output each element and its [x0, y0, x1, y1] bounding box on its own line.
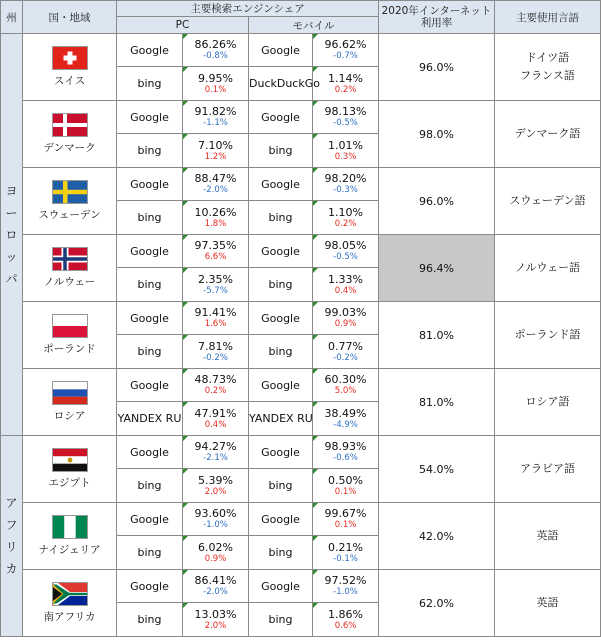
pc-share-change: -1.0% [203, 520, 228, 530]
pc-share-value: 86.41% [194, 574, 237, 587]
pc-share-cell [183, 503, 249, 536]
pc-engine-name: YANDEX RU [117, 402, 183, 436]
pc-share-change: 0.4% [204, 419, 227, 430]
pc-share-value: 9.95% [198, 71, 233, 85]
mobile-engine-name: bing [249, 268, 313, 302]
pc-share-change: 1.8% [204, 218, 227, 229]
mb-share-cell [313, 503, 379, 536]
internet-rate-cell: 96.4% [379, 235, 495, 302]
mb-share-cell [313, 201, 379, 235]
mobile-engine-name: Google [249, 369, 313, 402]
pc-engine-name: Google [117, 101, 183, 134]
pc-share-cell [183, 436, 249, 469]
mb-share-cell [313, 302, 379, 335]
country-name: スウェーデン [38, 209, 101, 221]
table-row [1, 436, 601, 469]
pc-share-cell [183, 235, 249, 268]
mb-share-change: -0.5% [333, 252, 358, 262]
mb-share-value: 0.21% [328, 540, 363, 554]
language-cell [495, 101, 601, 168]
cell-marker [183, 369, 188, 374]
cell-marker [183, 469, 188, 474]
language-cell [495, 570, 601, 637]
internet-rate-cell: 54.0% [379, 436, 495, 503]
mb-share-value: 0.77% [328, 339, 363, 353]
header-region: 州 [1, 1, 23, 34]
mb-share-cell [313, 369, 379, 402]
pc-share-change: 0.1% [204, 84, 227, 95]
pc-share-value: 5.39% [198, 473, 233, 487]
header-country: 国・地域 [23, 1, 117, 34]
mb-share-value: 98.93% [324, 440, 367, 453]
table-row [1, 168, 601, 201]
cell-marker [313, 235, 318, 240]
internet-rate-cell: 81.0% [379, 369, 495, 436]
pc-share-cell [183, 302, 249, 335]
country-cell [23, 34, 117, 101]
pc-share-cell [183, 101, 249, 134]
country-cell [23, 302, 117, 369]
flag-south-africa-icon [52, 582, 88, 606]
mb-share-value: 98.05% [324, 239, 367, 252]
language-cell [495, 369, 601, 436]
mb-share-change: 0.1% [334, 520, 357, 530]
language-name: ポーランド語 [514, 328, 581, 341]
language-cell [495, 436, 601, 503]
pc-engine-name: Google [117, 168, 183, 201]
mb-share-value: 1.14% [328, 71, 363, 85]
mb-share-cell [313, 67, 379, 101]
mb-share-value: 1.33% [328, 272, 363, 286]
language-name: ロシア語 [525, 395, 570, 408]
cell-marker [313, 369, 318, 374]
country-name: エジプト [48, 477, 91, 489]
cell-marker [183, 268, 188, 273]
cell-marker [313, 67, 318, 72]
pc-engine-name: bing [117, 603, 183, 637]
table-row [1, 34, 601, 67]
region-africa [1, 436, 23, 637]
cell-marker [183, 603, 188, 608]
pc-share-change: -1.1% [203, 118, 228, 128]
cell-marker [183, 570, 188, 575]
mobile-engine-name: DuckDuckGo [249, 67, 313, 101]
mb-share-value: 98.20% [324, 172, 367, 185]
mb-share-change: 0.3% [334, 151, 357, 162]
cell-marker [183, 67, 188, 72]
mobile-engine-name: bing [249, 603, 313, 637]
cell-marker [313, 134, 318, 139]
country-name: ポーランド [43, 343, 96, 355]
header-pc: PC [117, 17, 249, 34]
pc-engine-name: bing [117, 469, 183, 503]
cell-marker [313, 536, 318, 541]
language-cell [495, 34, 601, 101]
flag-denmark-icon [52, 113, 88, 137]
pc-engine-name: bing [117, 201, 183, 235]
country-name: ロシア [53, 410, 86, 422]
flag-poland-icon [52, 314, 88, 338]
pc-share-change: -0.8% [203, 51, 228, 61]
language-name: アラビア語 [520, 462, 576, 475]
cell-marker [313, 436, 318, 441]
header-internet-rate-line1: 2020年インターネット [381, 5, 492, 17]
pc-engine-name: bing [117, 335, 183, 369]
cell-marker [313, 201, 318, 206]
flag-egypt-icon [52, 448, 88, 472]
cell-marker [313, 603, 318, 608]
pc-engine-name: Google [117, 436, 183, 469]
pc-share-change: -2.0% [203, 185, 228, 195]
mb-share-cell [313, 34, 379, 67]
mb-share-value: 98.13% [324, 105, 367, 118]
pc-engine-name: Google [117, 369, 183, 402]
pc-share-value: 47.91% [194, 406, 237, 420]
mobile-engine-name: Google [249, 235, 313, 268]
pc-share-cell [183, 335, 249, 369]
table-row [1, 369, 601, 402]
table-row [1, 302, 601, 335]
pc-share-cell [183, 134, 249, 168]
pc-engine-name: Google [117, 34, 183, 67]
language-name: ドイツ語 [525, 51, 570, 64]
header-engine-share: 主要検索エンジンシェア [117, 1, 379, 17]
pc-share-value: 91.82% [194, 105, 237, 118]
cell-marker [313, 34, 318, 39]
pc-share-value: 6.02% [198, 540, 233, 554]
pc-share-value: 93.60% [194, 507, 237, 520]
mb-share-change: -0.6% [333, 453, 358, 463]
pc-share-value: 2.35% [198, 272, 233, 286]
mobile-engine-name: Google [249, 570, 313, 603]
mb-share-value: 1.10% [328, 205, 363, 219]
country-cell [23, 168, 117, 235]
pc-share-change: 1.6% [204, 319, 227, 329]
pc-engine-name: bing [117, 67, 183, 101]
country-name: スイス [53, 75, 86, 87]
flag-nigeria-icon [52, 515, 88, 539]
country-cell [23, 235, 117, 302]
pc-share-value: 86.26% [194, 38, 237, 51]
cell-marker [183, 235, 188, 240]
language-cell [495, 302, 601, 369]
country-cell [23, 570, 117, 637]
mobile-engine-name: bing [249, 335, 313, 369]
cell-marker [183, 34, 188, 39]
pc-share-value: 94.27% [194, 440, 237, 453]
pc-share-change: 2.0% [204, 620, 227, 631]
cell-marker [183, 436, 188, 441]
mb-share-value: 1.01% [328, 138, 363, 152]
mb-share-cell [313, 335, 379, 369]
country-cell [23, 369, 117, 436]
pc-share-cell [183, 268, 249, 302]
table-row [1, 235, 601, 268]
pc-share-change: 1.2% [204, 151, 227, 162]
pc-share-change: -5.7% [203, 285, 228, 296]
pc-share-cell [183, 369, 249, 402]
table-row [1, 101, 601, 134]
pc-share-change: -2.1% [203, 453, 228, 463]
mb-share-change: -0.1% [333, 553, 358, 564]
cell-marker [183, 503, 188, 508]
pc-engine-name: Google [117, 570, 183, 603]
cell-marker [313, 335, 318, 340]
cell-marker [313, 268, 318, 273]
cell-marker [313, 101, 318, 106]
mb-share-cell [313, 402, 379, 436]
mobile-engine-name: bing [249, 201, 313, 235]
language-name: 英語 [536, 529, 559, 542]
mb-share-cell [313, 536, 379, 570]
country-name: 南アフリカ [43, 611, 96, 623]
mb-share-change: 0.4% [334, 285, 357, 296]
flag-norway-icon [52, 247, 88, 271]
mb-share-cell [313, 134, 379, 168]
cell-marker [313, 302, 318, 307]
pc-share-value: 7.81% [198, 339, 233, 353]
cell-marker [183, 168, 188, 173]
pc-share-cell [183, 402, 249, 436]
mb-share-cell [313, 436, 379, 469]
mb-share-change: -4.9% [333, 419, 358, 430]
country-name: デンマーク [43, 142, 96, 154]
mb-share-change: -0.7% [333, 51, 358, 61]
mb-share-value: 96.62% [324, 38, 367, 51]
pc-engine-name: bing [117, 268, 183, 302]
mb-share-value: 99.67% [324, 507, 367, 520]
mb-share-change: 0.9% [334, 319, 357, 329]
pc-share-change: 6.6% [204, 252, 227, 262]
language-name: ノルウェー語 [514, 261, 581, 274]
country-cell [23, 101, 117, 168]
flag-sweden-icon [52, 180, 88, 204]
pc-share-value: 97.35% [194, 239, 237, 252]
region-europe [1, 34, 23, 436]
mb-share-cell [313, 570, 379, 603]
pc-share-cell [183, 603, 249, 637]
mb-share-value: 1.86% [328, 607, 363, 621]
mobile-engine-name: Google [249, 302, 313, 335]
mb-share-change: -0.5% [333, 118, 358, 128]
mb-share-change: 0.1% [334, 486, 357, 497]
pc-share-change: 0.2% [204, 386, 227, 396]
cell-marker [313, 469, 318, 474]
mb-share-change: 0.2% [334, 84, 357, 95]
mb-share-cell [313, 168, 379, 201]
country-cell [23, 436, 117, 503]
cell-marker [183, 302, 188, 307]
mb-share-cell [313, 268, 379, 302]
mb-share-change: -0.2% [333, 352, 358, 363]
cell-marker [313, 168, 318, 173]
pc-share-value: 13.03% [194, 607, 237, 621]
language-name: 英語 [536, 596, 559, 609]
cell-marker [183, 134, 188, 139]
pc-share-value: 10.26% [194, 205, 237, 219]
pc-engine-name: bing [117, 134, 183, 168]
pc-share-change: -0.2% [203, 352, 228, 363]
internet-rate-cell: 96.0% [379, 168, 495, 235]
flag-russia-icon [52, 381, 88, 405]
mobile-engine-name: YANDEX RU [249, 402, 313, 436]
cell-marker [183, 101, 188, 106]
internet-rate-cell: 96.0% [379, 34, 495, 101]
region-africa-label: アフリカ [5, 496, 18, 576]
mb-share-cell [313, 469, 379, 503]
pc-share-value: 7.10% [198, 138, 233, 152]
country-name: ナイジェリア [38, 544, 101, 556]
cell-marker [183, 201, 188, 206]
mobile-engine-name: bing [249, 134, 313, 168]
header-language: 主要使用言語 [495, 1, 601, 34]
flag-switzerland-icon [52, 46, 88, 70]
cell-marker [313, 570, 318, 575]
mb-share-value: 60.30% [324, 373, 367, 386]
pc-share-value: 91.41% [194, 306, 237, 319]
pc-share-cell [183, 469, 249, 503]
pc-share-cell [183, 536, 249, 570]
mobile-engine-name: Google [249, 503, 313, 536]
internet-rate-cell: 62.0% [379, 570, 495, 637]
table-row [1, 503, 601, 536]
pc-share-cell [183, 67, 249, 101]
mb-share-value: 38.49% [324, 406, 367, 420]
region-europe-label: ヨーロッパ [5, 183, 18, 286]
internet-rate-cell: 81.0% [379, 302, 495, 369]
mb-share-change: -1.0% [333, 587, 358, 597]
pc-share-value: 88.47% [194, 172, 237, 185]
cell-marker [313, 503, 318, 508]
language-name: デンマーク語 [514, 127, 581, 140]
pc-share-cell [183, 570, 249, 603]
mobile-engine-name: Google [249, 436, 313, 469]
pc-engine-name: bing [117, 536, 183, 570]
mobile-engine-name: Google [249, 34, 313, 67]
table-row [1, 570, 601, 603]
language-cell [495, 235, 601, 302]
header-internet-rate [379, 1, 495, 34]
mb-share-cell [313, 235, 379, 268]
mb-share-value: 99.03% [324, 306, 367, 319]
internet-rate-cell: 42.0% [379, 503, 495, 570]
pc-share-cell [183, 34, 249, 67]
pc-share-value: 48.73% [194, 373, 237, 386]
mb-share-cell [313, 603, 379, 637]
header-internet-rate-line2: 利用率 [420, 17, 453, 29]
language-cell [495, 168, 601, 235]
mb-share-change: -0.3% [333, 185, 358, 195]
mb-share-value: 0.50% [328, 473, 363, 487]
mobile-engine-name: Google [249, 168, 313, 201]
cell-marker [183, 402, 188, 407]
mb-share-value: 97.52% [324, 574, 367, 587]
pc-share-change: -2.0% [203, 587, 228, 597]
mb-share-change: 0.2% [334, 218, 357, 229]
mb-share-change: 5.0% [334, 386, 357, 396]
table-body [1, 34, 601, 637]
mb-share-change: 0.6% [334, 620, 357, 631]
mobile-engine-name: bing [249, 469, 313, 503]
pc-share-change: 2.0% [204, 486, 227, 497]
mb-share-cell [313, 101, 379, 134]
pc-share-change: 0.9% [204, 553, 227, 564]
pc-engine-name: Google [117, 302, 183, 335]
pc-engine-name: Google [117, 235, 183, 268]
pc-engine-name: Google [117, 503, 183, 536]
country-name: ノルウェー [43, 276, 96, 288]
country-cell [23, 503, 117, 570]
mobile-engine-name: bing [249, 536, 313, 570]
language-name: フランス語 [520, 69, 575, 82]
language-name: スウェーデン語 [509, 194, 586, 207]
mobile-engine-name: Google [249, 101, 313, 134]
internet-rate-cell: 98.0% [379, 101, 495, 168]
pc-share-cell [183, 201, 249, 235]
header-mobile: モバイル [249, 17, 379, 34]
cell-marker [313, 402, 318, 407]
pc-share-cell [183, 168, 249, 201]
language-cell [495, 503, 601, 570]
cell-marker [183, 335, 188, 340]
cell-marker [183, 536, 188, 541]
